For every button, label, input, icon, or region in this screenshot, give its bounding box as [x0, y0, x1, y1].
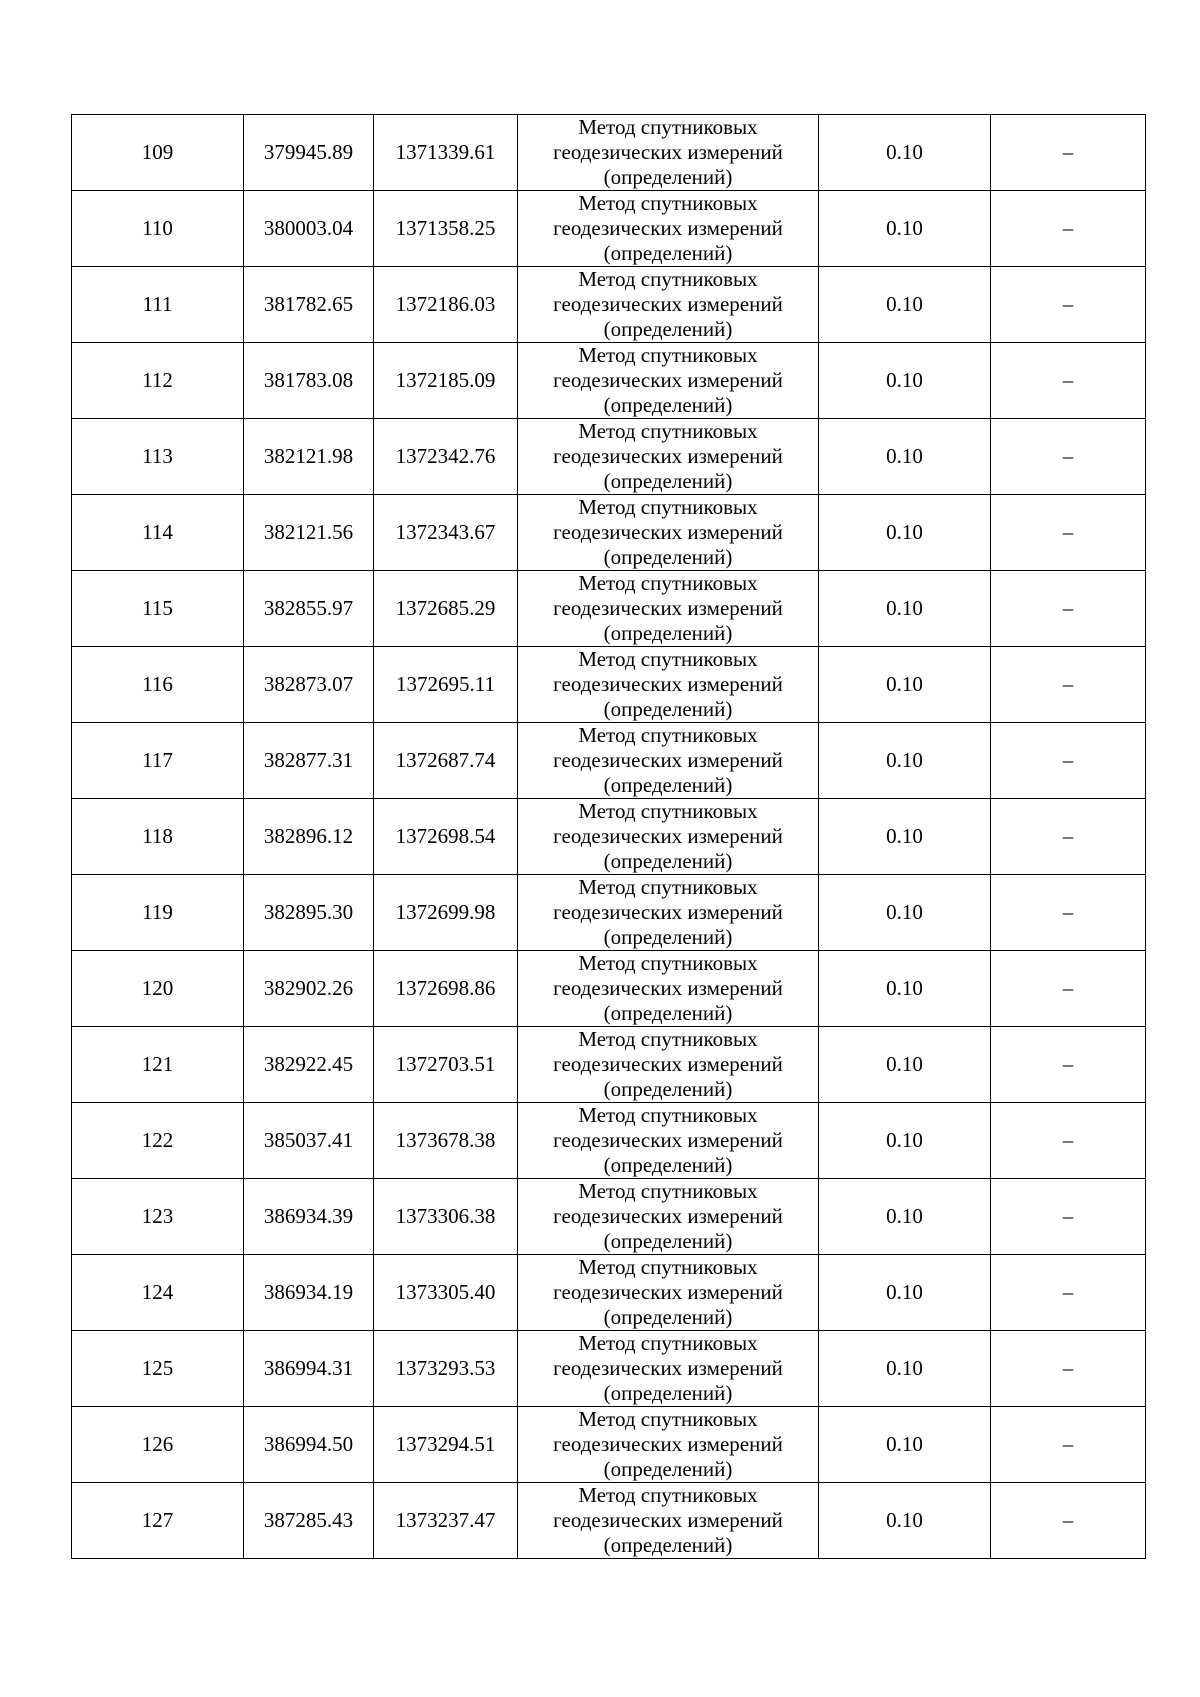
coordinate-x-cell: 381782.65 [244, 267, 374, 343]
method-text-line: (определений) [603, 1229, 733, 1253]
accuracy-cell: 0.10 [819, 343, 991, 419]
note-cell: – [991, 723, 1146, 799]
coordinate-y-cell: 1371339.61 [374, 115, 518, 191]
table-row [72, 1331, 1146, 1407]
accuracy-cell: 0.10 [819, 951, 991, 1027]
accuracy-cell: 0.10 [819, 1331, 991, 1407]
coordinate-x-cell: 386934.19 [244, 1255, 374, 1331]
accuracy-cell: 0.10 [819, 267, 991, 343]
coordinate-x-cell: 386994.31 [244, 1331, 374, 1407]
accuracy-cell: 0.10 [819, 115, 991, 191]
method-text-line: Метод спутниковых [578, 875, 758, 899]
accuracy-cell: 0.10 [819, 495, 991, 571]
point-number-cell: 115 [72, 571, 244, 647]
method-text-line: Метод спутниковых [578, 419, 758, 443]
method-text-line: геодезических измерений [553, 1432, 783, 1456]
method-text-line: геодезических измерений [553, 900, 783, 924]
point-number-cell: 121 [72, 1027, 244, 1103]
method-text-line: Метод спутниковых [578, 115, 758, 139]
note-cell: – [991, 343, 1146, 419]
table-row [72, 1255, 1146, 1331]
note-cell: – [991, 1255, 1146, 1331]
note-cell: – [991, 951, 1146, 1027]
point-number-cell: 112 [72, 343, 244, 419]
method-cell [518, 951, 819, 1027]
coordinate-x-cell: 382121.98 [244, 419, 374, 495]
method-cell [518, 1255, 819, 1331]
accuracy-cell: 0.10 [819, 875, 991, 951]
point-number-cell: 110 [72, 191, 244, 267]
note-cell: – [991, 571, 1146, 647]
method-text-line: (определений) [603, 1153, 733, 1177]
method-text-line: геодезических измерений [553, 1280, 783, 1304]
table-row [72, 875, 1146, 951]
accuracy-cell: 0.10 [819, 1483, 991, 1559]
method-text-line: геодезических измерений [553, 216, 783, 240]
table-row [72, 951, 1146, 1027]
method-cell [518, 571, 819, 647]
method-text-line: Метод спутниковых [578, 1483, 758, 1507]
method-text-line: (определений) [603, 469, 733, 493]
coordinate-y-cell: 1372699.98 [374, 875, 518, 951]
point-number-cell: 122 [72, 1103, 244, 1179]
method-text-line: (определений) [603, 621, 733, 645]
accuracy-cell: 0.10 [819, 1179, 991, 1255]
method-text-line: (определений) [603, 773, 733, 797]
note-cell: – [991, 1027, 1146, 1103]
coordinate-x-cell: 382895.30 [244, 875, 374, 951]
coordinate-y-cell: 1372695.11 [374, 647, 518, 723]
method-text-line: Метод спутниковых [578, 1255, 758, 1279]
method-text-line: (определений) [603, 317, 733, 341]
method-text-line: геодезических измерений [553, 976, 783, 1000]
coordinate-y-cell: 1372186.03 [374, 267, 518, 343]
point-number-cell: 119 [72, 875, 244, 951]
coordinate-x-cell: 386994.50 [244, 1407, 374, 1483]
coordinate-x-cell: 382873.07 [244, 647, 374, 723]
table-row [72, 495, 1146, 571]
coordinate-x-cell: 382896.12 [244, 799, 374, 875]
table-row [72, 1483, 1146, 1559]
method-cell [518, 647, 819, 723]
method-text-line: Метод спутниковых [578, 1331, 758, 1355]
accuracy-cell: 0.10 [819, 647, 991, 723]
coordinates-table [71, 114, 1146, 1559]
method-text-line: геодезических измерений [553, 520, 783, 544]
coordinate-x-cell: 380003.04 [244, 191, 374, 267]
point-number-cell: 114 [72, 495, 244, 571]
method-text-line: (определений) [603, 165, 733, 189]
method-cell [518, 875, 819, 951]
table-row [72, 1407, 1146, 1483]
coordinate-y-cell: 1372185.09 [374, 343, 518, 419]
note-cell: – [991, 875, 1146, 951]
method-cell [518, 419, 819, 495]
method-text-line: Метод спутниковых [578, 495, 758, 519]
coordinate-y-cell: 1373306.38 [374, 1179, 518, 1255]
method-cell [518, 1407, 819, 1483]
note-cell: – [991, 1407, 1146, 1483]
method-text-line: Метод спутниковых [578, 343, 758, 367]
method-cell [518, 1331, 819, 1407]
method-text-line: (определений) [603, 1457, 733, 1481]
method-text-line: геодезических измерений [553, 1052, 783, 1076]
point-number-cell: 111 [72, 267, 244, 343]
method-text-line: Метод спутниковых [578, 647, 758, 671]
method-text-line: Метод спутниковых [578, 1027, 758, 1051]
accuracy-cell: 0.10 [819, 1103, 991, 1179]
accuracy-cell: 0.10 [819, 799, 991, 875]
note-cell: – [991, 1179, 1146, 1255]
point-number-cell: 116 [72, 647, 244, 723]
coordinate-x-cell: 381783.08 [244, 343, 374, 419]
method-text-line: геодезических измерений [553, 824, 783, 848]
note-cell: – [991, 1103, 1146, 1179]
coordinate-y-cell: 1372343.67 [374, 495, 518, 571]
method-cell [518, 1027, 819, 1103]
accuracy-cell: 0.10 [819, 1027, 991, 1103]
method-text-line: (определений) [603, 1077, 733, 1101]
point-number-cell: 109 [72, 115, 244, 191]
method-cell [518, 799, 819, 875]
coordinate-x-cell: 382877.31 [244, 723, 374, 799]
coordinate-y-cell: 1372698.86 [374, 951, 518, 1027]
coordinate-y-cell: 1373305.40 [374, 1255, 518, 1331]
note-cell: – [991, 495, 1146, 571]
table-row [72, 1103, 1146, 1179]
coordinate-x-cell: 382902.26 [244, 951, 374, 1027]
point-number-cell: 125 [72, 1331, 244, 1407]
method-text-line: (определений) [603, 241, 733, 265]
accuracy-cell: 0.10 [819, 571, 991, 647]
accuracy-cell: 0.10 [819, 1255, 991, 1331]
method-text-line: Метод спутниковых [578, 571, 758, 595]
table-row [72, 1179, 1146, 1255]
table-row [72, 115, 1146, 191]
coordinate-x-cell: 379945.89 [244, 115, 374, 191]
accuracy-cell: 0.10 [819, 191, 991, 267]
method-text-line: (определений) [603, 849, 733, 873]
method-text-line: (определений) [603, 1001, 733, 1025]
method-cell [518, 723, 819, 799]
coordinate-x-cell: 387285.43 [244, 1483, 374, 1559]
method-text-line: геодезических измерений [553, 292, 783, 316]
method-text-line: геодезических измерений [553, 596, 783, 620]
point-number-cell: 123 [72, 1179, 244, 1255]
method-text-line: Метод спутниковых [578, 1407, 758, 1431]
note-cell: – [991, 1331, 1146, 1407]
method-text-line: (определений) [603, 925, 733, 949]
method-text-line: Метод спутниковых [578, 191, 758, 215]
table-row [72, 647, 1146, 723]
table-row [72, 571, 1146, 647]
method-text-line: (определений) [603, 1533, 733, 1557]
point-number-cell: 127 [72, 1483, 244, 1559]
coordinate-y-cell: 1372703.51 [374, 1027, 518, 1103]
note-cell: – [991, 191, 1146, 267]
method-text-line: (определений) [603, 697, 733, 721]
method-text-line: (определений) [603, 393, 733, 417]
method-text-line: геодезических измерений [553, 1204, 783, 1228]
table-row [72, 343, 1146, 419]
note-cell: – [991, 419, 1146, 495]
note-cell: – [991, 647, 1146, 723]
method-text-line: (определений) [603, 545, 733, 569]
method-cell [518, 267, 819, 343]
method-text-line: Метод спутниковых [578, 267, 758, 291]
coordinate-x-cell: 382855.97 [244, 571, 374, 647]
note-cell: – [991, 1483, 1146, 1559]
note-cell: – [991, 267, 1146, 343]
coordinate-x-cell: 386934.39 [244, 1179, 374, 1255]
note-cell: – [991, 115, 1146, 191]
point-number-cell: 113 [72, 419, 244, 495]
table-row [72, 267, 1146, 343]
table-row [72, 799, 1146, 875]
method-cell [518, 343, 819, 419]
note-cell: – [991, 799, 1146, 875]
method-text-line: геодезических измерений [553, 140, 783, 164]
coordinate-y-cell: 1372687.74 [374, 723, 518, 799]
coordinate-x-cell: 385037.41 [244, 1103, 374, 1179]
coordinate-y-cell: 1372698.54 [374, 799, 518, 875]
method-cell [518, 115, 819, 191]
method-cell [518, 495, 819, 571]
table-row [72, 1027, 1146, 1103]
point-number-cell: 117 [72, 723, 244, 799]
method-text-line: Метод спутниковых [578, 723, 758, 747]
method-text-line: Метод спутниковых [578, 1179, 758, 1203]
coordinate-y-cell: 1371358.25 [374, 191, 518, 267]
coordinate-y-cell: 1373237.47 [374, 1483, 518, 1559]
coordinate-x-cell: 382922.45 [244, 1027, 374, 1103]
accuracy-cell: 0.10 [819, 1407, 991, 1483]
coordinate-y-cell: 1373678.38 [374, 1103, 518, 1179]
method-text-line: геодезических измерений [553, 1508, 783, 1532]
accuracy-cell: 0.10 [819, 723, 991, 799]
coordinate-y-cell: 1372685.29 [374, 571, 518, 647]
method-cell [518, 1483, 819, 1559]
method-text-line: геодезических измерений [553, 368, 783, 392]
point-number-cell: 126 [72, 1407, 244, 1483]
method-cell [518, 191, 819, 267]
table-row [72, 419, 1146, 495]
method-text-line: (определений) [603, 1305, 733, 1329]
method-text-line: Метод спутниковых [578, 1103, 758, 1127]
method-cell [518, 1179, 819, 1255]
method-text-line: геодезических измерений [553, 444, 783, 468]
method-text-line: геодезических измерений [553, 748, 783, 772]
point-number-cell: 124 [72, 1255, 244, 1331]
method-text-line: (определений) [603, 1381, 733, 1405]
coordinate-y-cell: 1373294.51 [374, 1407, 518, 1483]
table-row [72, 723, 1146, 799]
method-text-line: геодезических измерений [553, 672, 783, 696]
method-text-line: Метод спутниковых [578, 951, 758, 975]
coordinate-y-cell: 1372342.76 [374, 419, 518, 495]
point-number-cell: 120 [72, 951, 244, 1027]
method-text-line: геодезических измерений [553, 1128, 783, 1152]
point-number-cell: 118 [72, 799, 244, 875]
method-cell [518, 1103, 819, 1179]
method-text-line: Метод спутниковых [578, 799, 758, 823]
method-text-line: геодезических измерений [553, 1356, 783, 1380]
table-row [72, 191, 1146, 267]
coordinate-x-cell: 382121.56 [244, 495, 374, 571]
coordinates-table-body [72, 115, 1146, 1559]
accuracy-cell: 0.10 [819, 419, 991, 495]
coordinate-y-cell: 1373293.53 [374, 1331, 518, 1407]
